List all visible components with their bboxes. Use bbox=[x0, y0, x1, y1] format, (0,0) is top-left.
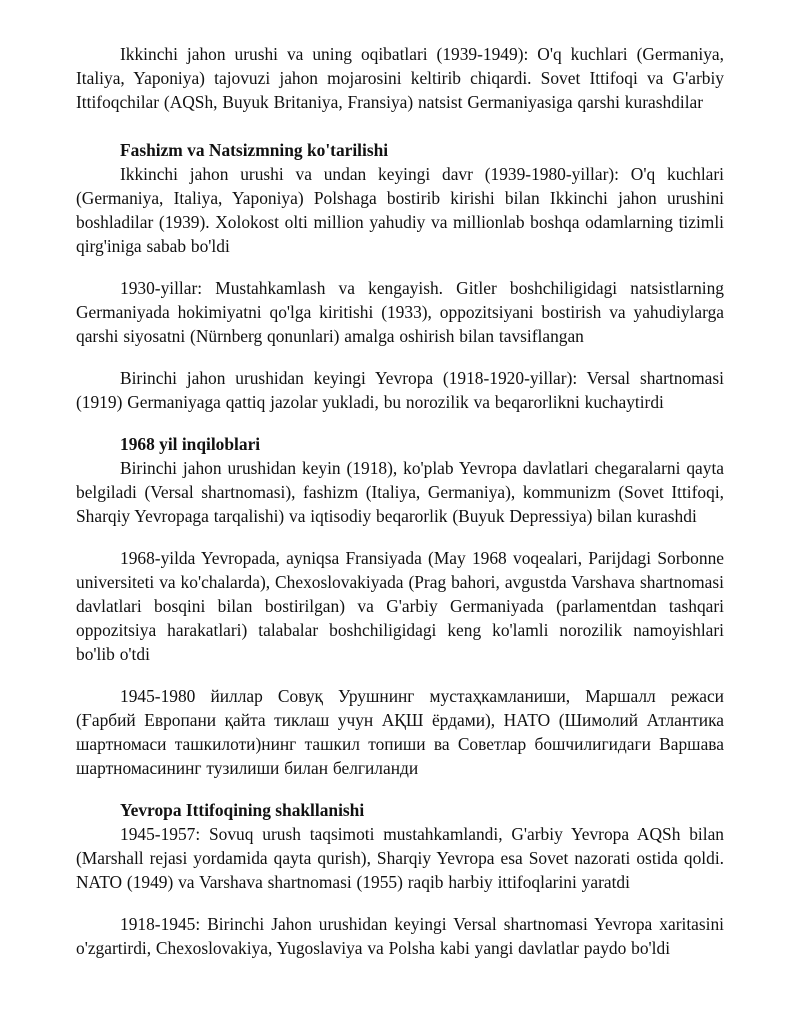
paragraph-1930s: 1930-yillar: Mustahkamlash va kengayish. Gitler boshchiligidagi natsistlarning Germaniyada hokimiyatni qo'lga kiritishi (1933), oppozitsiyani bostirish va yahudiylarga qarshi siyosatni (Nürnberg qonunlari) amalga oshirish bilan tavsiflangan bbox=[76, 278, 724, 346]
paragraph-ww2-consequences: Ikkinchi jahon urushi va uning oqibatlari (1939-1949): O'q kuchlari (Germaniya, Italiya, Yaponiya) tajovuzi jahon mojarosini keltirib chiqardi. Sovet Ittifoqi va G'arbiy Ittifoqchilar (AQSh, Buyuk Britaniya, Fransiya) natsist Germaniyasiga qarshi kurashdilar bbox=[76, 44, 724, 112]
heading-1968-revolutions: 1968 yil inqiloblari bbox=[120, 434, 261, 454]
heading-eu-formation: Yevropa Ittifoqining shakllanishi bbox=[120, 800, 365, 820]
heading-fascism-rise: Fashizm va Natsizmning ko'tarilishi bbox=[120, 140, 389, 160]
section-eu-formation bbox=[76, 798, 724, 894]
section-1968 bbox=[76, 432, 724, 528]
paragraph-ww2-postwar: Ikkinchi jahon urushi va undan keyingi davr (1939-1980-yillar): O'q kuchlari (Germaniya, Italiya, Yaponiya) Polshaga bostirib kirishi bilan Ikkinchi jahon urushini boshladilar (1939). Xolokost olti million yahudiy va millionlab boshqa odamlarning tizimli qirg'iniga sabab bo'ldi bbox=[76, 164, 724, 256]
paragraph-1945-1957: 1945-1957: Sovuq urush taqsimoti mustahkamlandi, G'arbiy Yevropa AQSh bilan (Marshall rejasi yordamida qayta qurish), Sharqiy Yevropa esa Sovet nazorati ostida qoldi. NATO (1949) va Varshava shartnomasi (1955) raqib harbiy ittifoqlarini yaratdi bbox=[76, 824, 724, 892]
paragraph-post-ww1-europe: Birinchi jahon urushidan keyingi Yevropa (1918-1920-yillar): Versal shartnomasi (1919) Germaniyaga qattiq jazolar yukladi, bu norozilik va beqarorlikni kuchaytirdi bbox=[76, 368, 724, 412]
document-page bbox=[76, 0, 724, 1035]
paragraph-after-ww1-borders: Birinchi jahon urushidan keyin (1918), ko'plab Yevropa davlatlari chegaralarni qayta belgiladi (Versal shartnomasi), fashizm (Italiya, Germaniya), kommunizm (Sovet Ittifoqi, Sharqiy Yevropaga tarqalishi) va iqtisodiy beqarorlik (Buyuk Depressiya) bilan kurashdi bbox=[76, 458, 724, 526]
paragraph-1918-1945: 1918-1945: Birinchi Jahon urushidan keyingi Versal shartnomasi Yevropa xaritasini o'zgartirdi, Chexoslovakiya, Yugoslaviya va Polsha kabi yangi davlatlar paydo bo'ldi bbox=[76, 914, 724, 958]
paragraph-1968-protests: 1968-yilda Yevropada, ayniqsa Fransiyada (May 1968 voqealari, Parijdagi Sorbonne universiteti va ko'chalarda), Chexoslovakiyada (Prag bahori, avgustda Varshava shartnomasi davlatlari bosqini bilan bostirilgan) va G'arbiy Germaniyada (parlamentdan tashqari oppozitsiya harakatlari) talabalar boshchiligidagi keng ko'lamli norozilik namoyishlari bo'lib o'tdi bbox=[76, 548, 724, 664]
section-fascism bbox=[76, 138, 724, 258]
paragraph-cold-war-cyrillic: 1945-1980 йиллар Совуқ Урушнинг мустаҳкамланиши, Маршалл режаси (Ғарбий Европани қайта тиклаш учун АҚШ ёрдами), НАТО (Шимолий Атлантика шартномаси ташкилоти)нинг ташкил топиши ва Советлар бошчилигидаги Варшава шартномасининг тузилиши билан белгиланди bbox=[76, 686, 724, 778]
